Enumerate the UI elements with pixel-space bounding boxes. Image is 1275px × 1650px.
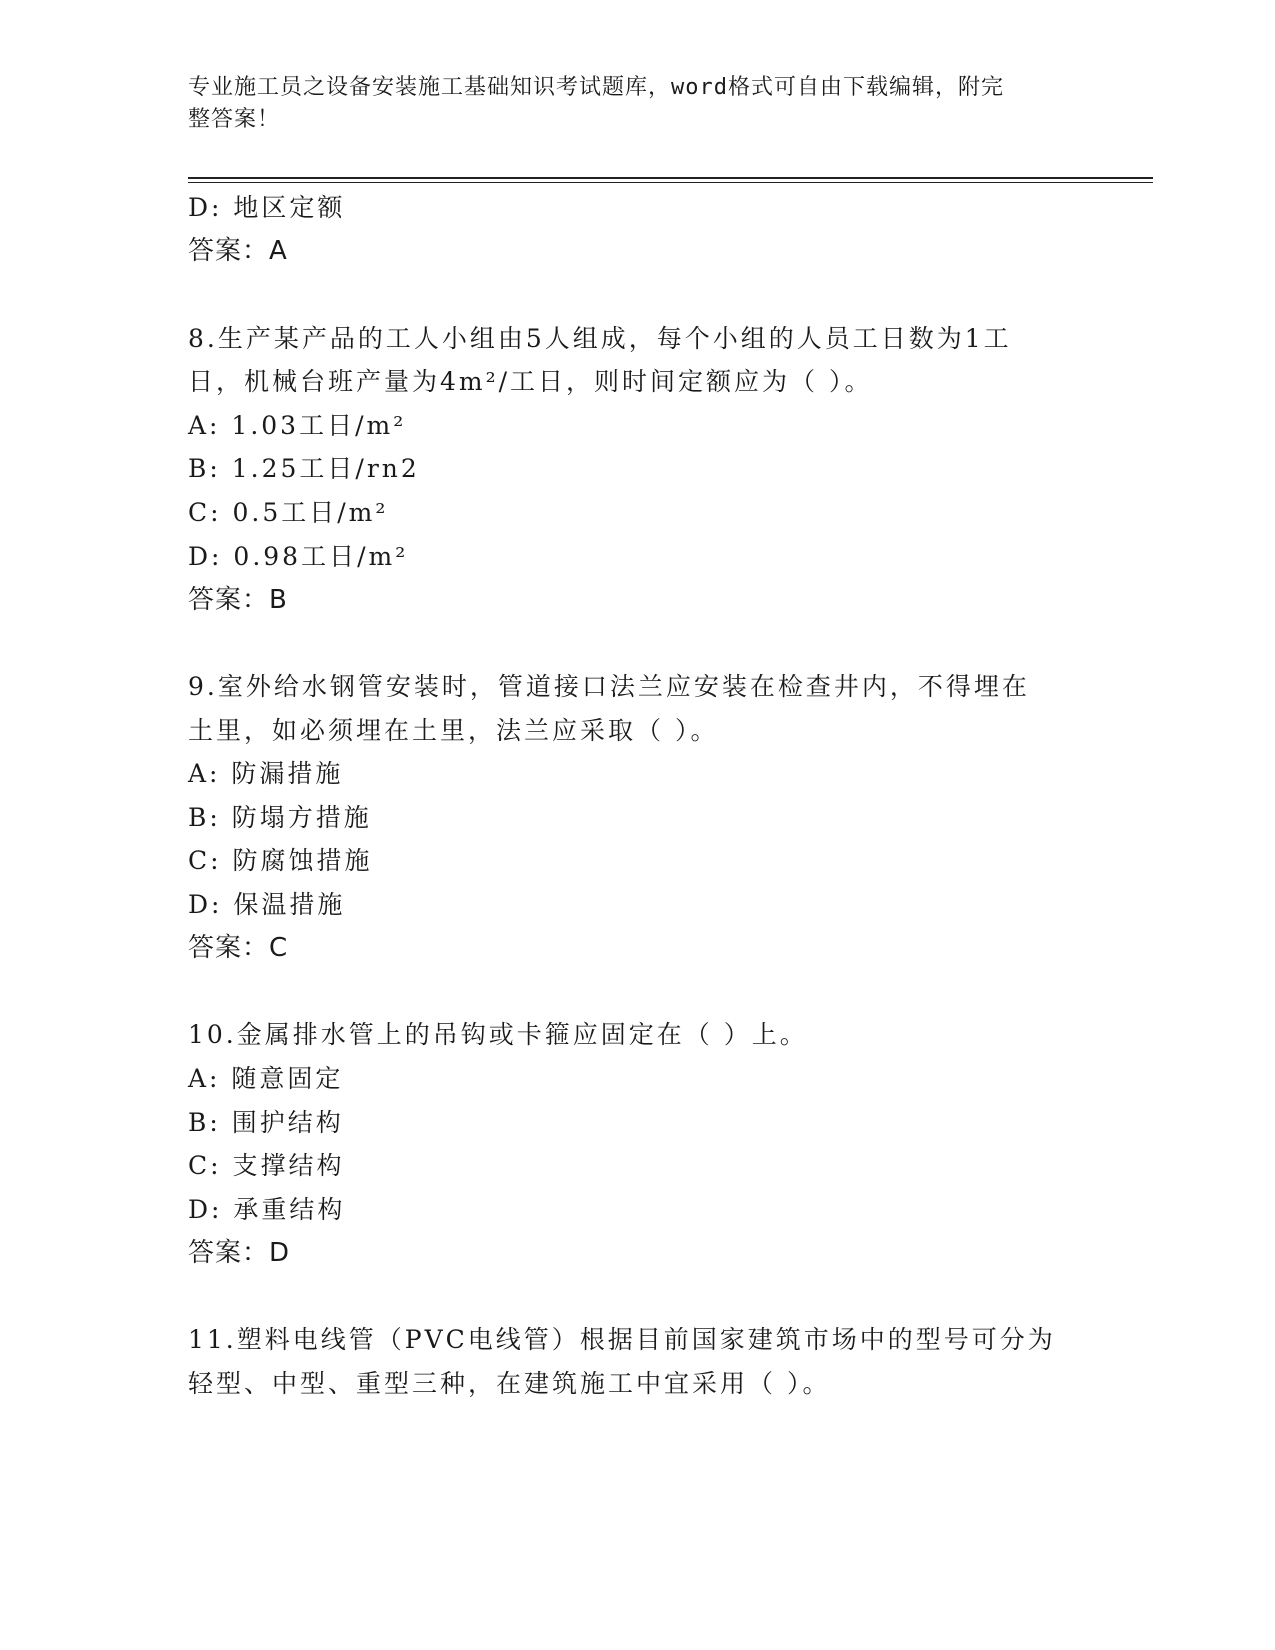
q9-stem-line-1: 9.室外给水钢管安装时，管道接口法兰应安装在检查井内，不得埋在 — [188, 672, 1030, 701]
q8-answer: 答案：B — [188, 585, 288, 615]
q8-option-a: A: 1.03工日/m² — [188, 411, 407, 440]
q10-answer: 答案：D — [188, 1238, 291, 1268]
q9-option-d: D: 保温措施 — [188, 890, 346, 919]
q10-stem-line-1: 10.金属排水管上的吊钩或卡箍应固定在（ ）上。 — [188, 1020, 808, 1049]
q9-stem-line-2: 土里，如必须埋在土里，法兰应采取（ ）。 — [188, 716, 719, 745]
q8-stem-line-2: 日，机械台班产量为4m²/工日，则时间定额应为（ ）。 — [188, 367, 873, 396]
q11-stem-line-1: 11.塑料电线管（PVC电线管）根据目前国家建筑市场中的型号可分为 — [188, 1325, 1056, 1354]
q9-option-c: C: 防腐蚀措施 — [188, 846, 373, 875]
prev-answer: 答案：A — [188, 236, 288, 266]
q9-answer: 答案：C — [188, 933, 289, 963]
header-divider-thick — [188, 177, 1153, 179]
q8-option-b: B: 1.25工日/rn2 — [188, 454, 420, 483]
q8-option-d: D: 0.98工日/m² — [188, 542, 409, 571]
q10-option-b: B: 围护结构 — [188, 1108, 344, 1137]
prev-option-d: D: 地区定额 — [188, 193, 346, 222]
q9-option-a: A: 防漏措施 — [188, 759, 344, 788]
q10-option-c: C: 支撑结构 — [188, 1151, 345, 1180]
header-line-2: 整答案！ — [188, 107, 281, 132]
q11-stem-line-2: 轻型、中型、重型三种，在建筑施工中宜采用（ ）。 — [188, 1369, 831, 1398]
header-divider-thin — [188, 182, 1153, 183]
q10-option-a: A: 随意固定 — [188, 1064, 344, 1093]
document-header — [188, 72, 1068, 136]
q10-option-d: D: 承重结构 — [188, 1195, 346, 1224]
header-line-1: 专业施工员之设备安装施工基础知识考试题库，word格式可自由下载编辑，附完 — [188, 75, 1004, 100]
q9-option-b: B: 防塌方措施 — [188, 803, 372, 832]
q8-stem-line-1: 8.生产某产品的工人小组由5人组成，每个小组的人员工日数为1工 — [188, 324, 1012, 353]
q8-option-c: C: 0.5工日/m² — [188, 498, 389, 527]
